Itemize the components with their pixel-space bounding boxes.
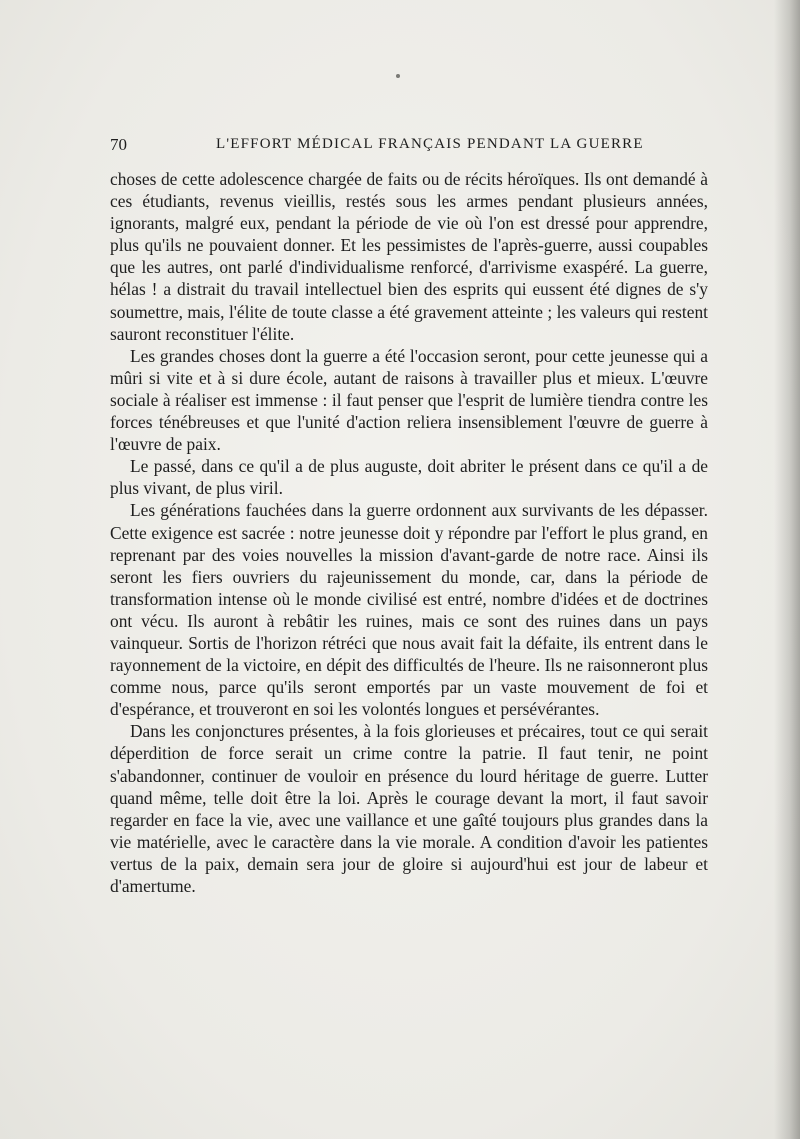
ink-speck xyxy=(396,74,400,78)
paragraph: Les grandes choses dont la guerre a été l'occasion seront, pour cette jeunesse qui a mûri si vite et à si dure école, autant de raisons à travailler plus et mieux. L'œuvre sociale à réaliser est immense : il faut penser que l'esprit de lumière tiendra contre les forces ténébreuses et que l'unité d'action reliera insensiblement l'œuvre de guerre à l'œuvre de paix. xyxy=(110,345,708,455)
page-edge-shadow xyxy=(774,0,800,1139)
paragraph-continuation: choses de cette adolescence chargée de faits ou de récits héroïques. Ils ont demandé à ces étudiants, revenus vieillis, restés sous les armes pendant plusieurs années, ignorants, malgré eux, pendant la période de vie où l'on est dressé pour apprendre, plus qu'ils ne pouvaient donner. Et les pessimistes de l'après-guerre, aussi coupables que les autres, ont parlé d'individualisme renforcé, d'arrivisme exaspéré. La guerre, hélas ! a distrait du travail intellectuel bien des esprits qui eussent été dignes de s'y soumettre, mais, l'élite de toute classe a été gravement atteinte ; les valeurs qui restent sauront reconstituer l'élite. xyxy=(110,169,708,344)
running-title: L'EFFORT MÉDICAL FRANÇAIS PENDANT LA GUERRE xyxy=(216,136,644,152)
paragraph: Le passé, dans ce qu'il a de plus auguste, doit abriter le présent dans ce qu'il a de plus vivant, de plus viril. xyxy=(110,456,708,499)
page-header xyxy=(110,135,716,157)
page-number: 70 xyxy=(110,135,127,154)
paragraph: Dans les conjonctures présentes, à la fois glorieuses et précaires, tout ce qui serait déperdition de force serait un crime contre la patrie. Il faut tenir, ne point s'abandonner, continuer de vouloir en présence du lourd héritage de guerre. Lutter quand même, telle doit être la loi. Après le courage devant la mort, il faut savoir regarder en face la vie, avec une vaillance et une gaîté toujours plus grandes dans la vie matérielle, avec le caractère dans la vie morale. A condition d'avoir les patientes vertus de la paix, demain sera jour de gloire si aujourd'hui est jour de labeur et d'amertume. xyxy=(110,721,708,896)
body-text xyxy=(110,168,708,897)
paragraph: Les générations fauchées dans la guerre ordonnent aux survivants de les dépasser. Cette exigence est sacrée : notre jeunesse doit y répondre par l'effort le plus grand, en reprenant par des voies nouvelles la mission d'avant-garde de notre race. Ainsi ils seront les fiers ouvriers du rajeunissement du monde, car, dans la période de transformation intense où le monde civilisé est entré, nombre d'idées et de doctrines ont vécu. Ils auront à rebâtir les ruines, mais ce sont des ruines dans un pays vainqueur. Sortis de l'horizon rétréci que nous avait fait la défaite, ils entrent dans le rayonnement de la victoire, en dépit des difficultés de l'heure. Ils ne raisonneront plus comme nous, parce qu'ils seront emportés par un vaste mouvement de foi et d'espérance, et trouveront en soi les volontés longues et persévérantes. xyxy=(110,500,708,720)
